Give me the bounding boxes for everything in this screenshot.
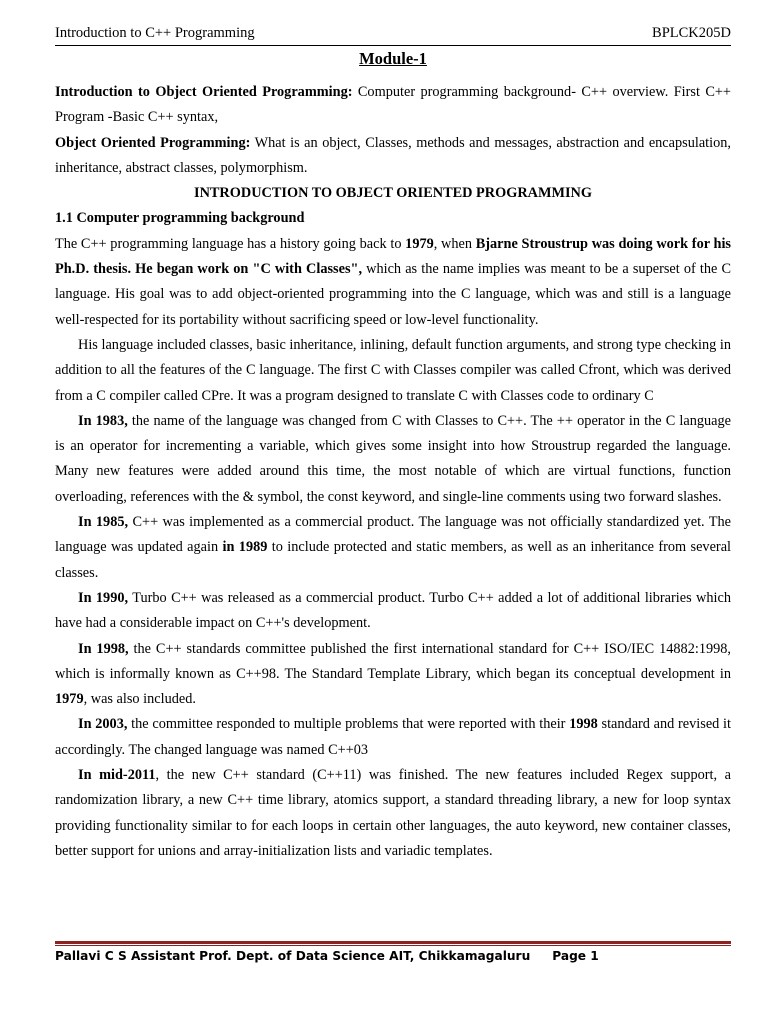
paragraph-2011	[55, 763, 731, 864]
text-run: to include protected and static members, as well as an inheritance from several classes.	[55, 539, 732, 581]
footer-rule-thick	[55, 941, 731, 944]
paragraph-2003	[55, 712, 731, 763]
bold-run: In 1990,	[78, 589, 129, 606]
footer-rule-thin	[55, 945, 731, 946]
text-run: The C++ programming language has a history going back to	[55, 235, 406, 252]
paragraph-1998	[55, 637, 731, 713]
text-run: , the new C++ standard (C++11) was finished. The new features included Regex support, a randomization library, a new C++ time library, atomics support, a standard threading library, a new for loop syntax providing functionality similar to for each loops in certain other languages, the auto keyword, new container classes, better support for unions and array-initialization lists and variadic templates.	[55, 767, 731, 859]
header-rule	[55, 45, 731, 46]
text-run: , was also included.	[83, 691, 196, 708]
text-run: Turbo C++ was released as a commercial product. Turbo C++ added a lot of additional libraries which have had a considerable impact on C++'s development.	[55, 589, 731, 632]
bold-run: In 1983,	[78, 412, 128, 429]
module-title: Module-1	[359, 49, 427, 68]
syllabus-oop-text: What is an object, Classes, methods and messages, abstraction and encapsulation, inheritance, abstract classes, polymorphism.	[55, 134, 731, 176]
paragraph-cfront: His language included classes, basic inheritance, inlining, default function arguments, and strong type checking in addition to all the features of the C language. The first C with Classes compiler was called Cfront, which was derived from a C compiler called CPre. It was a program designed to translate C with Classes code to ordinary C	[55, 336, 731, 404]
syllabus-oop-label: Object Oriented Programming:	[55, 134, 251, 151]
paragraph-1983	[55, 409, 731, 510]
text-run: the committee responded to multiple problems that were reported with their	[127, 716, 570, 733]
bold-run: Bjarne Stroustrup was doing work for his Ph.D. thesis. He began work on "C with Classes",	[55, 235, 731, 278]
text-run: C++ was implemented as a commercial product. The language was not officially standardized yet. The language was updated again	[55, 514, 731, 556]
bold-run: In 2003,	[78, 716, 128, 733]
text-run: which as the name implies was meant to be a superset of the C language. His goal was to add object-oriented programming into the C language, which was and still is a language well-respected for its portability without sacrificing speed or low-level functionality.	[55, 261, 731, 328]
text-run: standard and revised it accordingly. The changed language was named C++03	[55, 716, 732, 758]
paragraph-history-1979	[55, 232, 731, 333]
syllabus-intro-label: Introduction to Object Oriented Programming:	[55, 84, 353, 100]
syllabus-intro	[55, 80, 731, 131]
course-title: Introduction to C++ Programming	[55, 25, 255, 41]
syllabus-intro-text: Computer programming background- C++ overview. First C++ Program -Basic C++ syntax,	[55, 84, 731, 126]
bold-run: 1998	[569, 716, 598, 733]
section-heading: INTRODUCTION TO OBJECT ORIENTED PROGRAMMING	[194, 185, 592, 202]
footer-author: Pallavi C S Assistant Prof. Dept. of Data Science AIT, Chikkamagaluru	[55, 949, 531, 963]
subsection-heading: 1.1 Computer programming background	[55, 210, 305, 227]
running-footer	[55, 949, 599, 963]
bold-run: In 1998,	[78, 640, 129, 657]
text-run: the C++ standards committee published the first international standard for C++ ISO/IEC 14882:1998, which is informally known as C++98. The Standard Template Library, which began its conceptual development in	[55, 640, 731, 682]
bold-run: In 1985,	[78, 514, 129, 531]
bold-run: 1979	[405, 235, 434, 252]
text-run: the name of the language was changed from C with Classes to C++. The ++ operator in the C language is an operator for incrementing a variable, which gives some insight into how Stroustrup regarded the language. Many new features were added around this time, the most notable of which are virtual functions, function overloading, references with the & symbol, the const keyword, and single-line comments using two forward slashes.	[55, 412, 731, 505]
bold-run: in 1989	[222, 539, 268, 556]
course-code: BPLCK205D	[652, 25, 731, 41]
paragraph-1985	[55, 510, 731, 586]
paragraph-1990	[55, 586, 731, 637]
running-header	[55, 25, 731, 45]
syllabus-oop	[55, 131, 731, 182]
bold-run: In mid-2011	[78, 767, 156, 784]
page-number: Page 1	[552, 949, 599, 963]
bold-run: 1979	[55, 691, 84, 708]
page-body	[55, 80, 731, 864]
text-run: , when	[433, 235, 476, 252]
